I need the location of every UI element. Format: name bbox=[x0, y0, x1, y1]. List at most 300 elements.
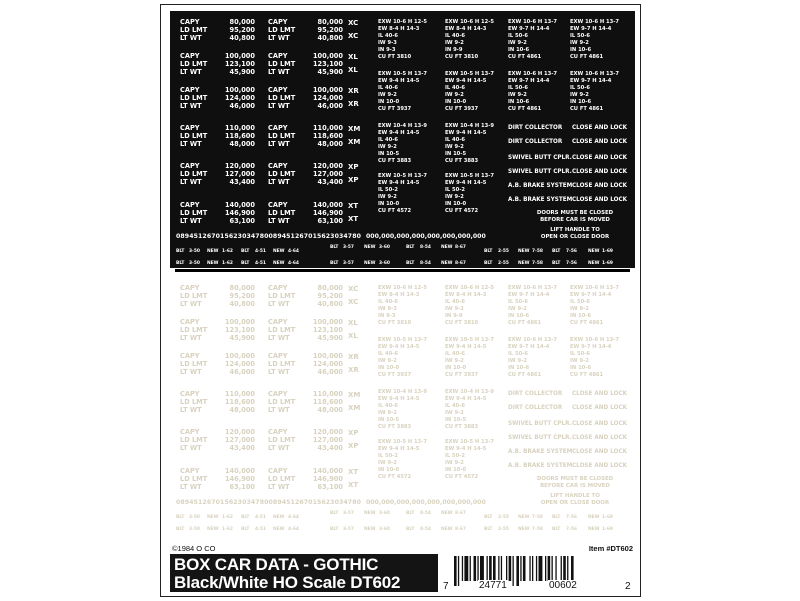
white-capacity-label: LT WT bbox=[268, 34, 290, 43]
black-capacity-row bbox=[180, 326, 255, 334]
white-build-date-item: 3-50 bbox=[189, 249, 200, 254]
black-class-code: XC bbox=[348, 298, 359, 306]
black-stencil-label: SWIVEL BUTT CPLR. bbox=[508, 421, 572, 427]
white-dimension-line: IL 40-6 bbox=[445, 33, 466, 40]
black-capacity-label: LD LMT bbox=[180, 360, 208, 369]
black-capacity-row bbox=[180, 390, 255, 398]
black-dimension-line: EW 9-4 H 14-5 bbox=[445, 446, 487, 453]
white-dimension-line: IW 9-2 bbox=[445, 144, 464, 151]
white-stencil-label: CLOSE AND LOCK bbox=[572, 125, 628, 131]
white-capacity-value: 124,000 bbox=[224, 94, 255, 103]
black-dimension-line: IL 50-2 bbox=[445, 453, 466, 460]
white-capacity-label: LD LMT bbox=[180, 132, 208, 141]
barcode-digit-group-1: 24771 bbox=[479, 580, 507, 591]
white-class-code: XC bbox=[348, 19, 359, 27]
black-dimension-line: IW 9-2 bbox=[508, 358, 527, 365]
white-stencil-label: DIRT COLLECTOR bbox=[508, 139, 563, 145]
white-dimension-line: EXW 10-6 H 12-5 bbox=[445, 19, 494, 25]
white-capacity-row bbox=[180, 140, 255, 148]
black-capacity-row bbox=[268, 334, 343, 342]
black-dimension-line: EW 9-4 H 14-5 bbox=[378, 396, 420, 403]
black-build-date-item: BLT bbox=[552, 527, 561, 532]
black-build-date-item: NEW bbox=[207, 515, 219, 520]
black-capacity-value: 63,100 bbox=[229, 483, 255, 492]
white-capacity-value: 40,800 bbox=[317, 34, 343, 43]
white-number-strip: 089451267015623034780089451267015623034780 bbox=[176, 233, 362, 240]
package-footer bbox=[170, 544, 635, 594]
black-build-date-item: 2-55 bbox=[498, 515, 509, 520]
white-build-date-item: NEW bbox=[364, 261, 376, 266]
white-dimension-block bbox=[378, 71, 427, 114]
white-dimension-block bbox=[445, 123, 494, 166]
black-capacity-label: LD LMT bbox=[180, 436, 208, 445]
white-capacity-row bbox=[268, 162, 343, 170]
white-build-date-item: BLT bbox=[484, 261, 493, 266]
white-dimension-line: EW 9-4 H 14-5 bbox=[378, 180, 420, 187]
white-dimension-line: CU FT 4572 bbox=[378, 208, 412, 215]
white-capacity-value: 48,000 bbox=[317, 140, 343, 149]
black-capacity-value: 123,100 bbox=[312, 326, 343, 335]
black-stencil-label: CLOSE AND LOCK bbox=[572, 449, 628, 455]
white-build-date-item: NEW bbox=[364, 245, 376, 250]
black-dimension-line: IL 40-6 bbox=[445, 299, 466, 306]
item-number: Item #DT602 bbox=[588, 544, 633, 553]
black-capacity-value: 43,400 bbox=[229, 444, 255, 453]
white-build-date-item: NEW bbox=[441, 245, 453, 250]
black-capacity-row bbox=[180, 352, 255, 360]
white-dimension-line: IN 10-5 bbox=[445, 151, 467, 158]
black-stencil-label: CLOSE AND LOCK bbox=[572, 421, 628, 427]
white-capacity-label: CAPY bbox=[268, 52, 288, 60]
black-dimension-line: EW 9-4 H 14-5 bbox=[378, 446, 420, 453]
black-capacity-value: 40,800 bbox=[317, 300, 343, 309]
black-capacity-row bbox=[268, 318, 343, 326]
white-dimension-line: IW 9-2 bbox=[508, 40, 527, 47]
black-capacity-label: CAPY bbox=[180, 318, 200, 326]
black-capacity-value: 40,800 bbox=[229, 300, 255, 309]
black-class-code: XM bbox=[348, 404, 361, 412]
white-capacity-value: 118,600 bbox=[312, 132, 343, 141]
black-capacity-row bbox=[268, 352, 343, 360]
white-build-date-item: 1-62 bbox=[222, 249, 233, 254]
white-stencil-label: A.B. BRAKE SYSTEM bbox=[508, 183, 573, 189]
black-capacity-value: 48,000 bbox=[229, 406, 255, 415]
black-capacity-label: CAPY bbox=[180, 428, 200, 436]
white-capacity-row bbox=[180, 102, 255, 110]
white-capacity-label: CAPY bbox=[180, 86, 200, 94]
black-dimension-line: EXW 10-4 H 13-9 bbox=[378, 389, 427, 395]
white-capacity-value: 140,000 bbox=[312, 201, 343, 209]
barcode-bar bbox=[561, 556, 562, 581]
black-capacity-value: 123,100 bbox=[224, 326, 255, 335]
white-build-date-item: 3-60 bbox=[379, 261, 390, 266]
white-dimension-line: EW 9-4 H 14-5 bbox=[445, 78, 487, 85]
black-door-warning bbox=[515, 476, 635, 490]
white-door-warning bbox=[515, 210, 635, 224]
white-capacity-label: CAPY bbox=[268, 124, 288, 132]
black-dimension-line: IN 10-6 bbox=[570, 365, 592, 372]
black-capacity-label: LT WT bbox=[268, 334, 290, 343]
black-capacity-row bbox=[268, 300, 343, 308]
white-dimension-block bbox=[445, 173, 494, 216]
white-capacity-block bbox=[180, 52, 255, 77]
white-class-code: XL bbox=[348, 53, 358, 61]
white-dimension-line: IL 50-6 bbox=[508, 33, 529, 40]
white-build-date-item: 2-55 bbox=[498, 249, 509, 254]
white-capacity-block bbox=[268, 18, 343, 43]
white-dimension-line: CU FT 4861 bbox=[570, 54, 604, 61]
white-build-date-item: 3-60 bbox=[379, 245, 390, 250]
black-capacity-label: CAPY bbox=[180, 352, 200, 360]
black-capacity-row bbox=[268, 483, 343, 491]
barcode-bar bbox=[489, 556, 492, 581]
white-capacity-row bbox=[180, 209, 255, 217]
black-build-date-item: 3-57 bbox=[343, 511, 354, 516]
black-class-code: XL bbox=[348, 319, 358, 327]
barcode-bar bbox=[529, 556, 530, 581]
black-build-date-item: 7-58 bbox=[532, 527, 543, 532]
black-dimension-line: IL 40-6 bbox=[445, 403, 466, 410]
black-dimension-block bbox=[570, 337, 619, 380]
black-capacity-row bbox=[180, 360, 255, 368]
white-capacity-value: 46,000 bbox=[317, 102, 343, 111]
white-build-date-item: BLT bbox=[552, 249, 561, 254]
black-build-date-item: 1-62 bbox=[222, 515, 233, 520]
white-build-date-item: BLT bbox=[176, 261, 185, 266]
white-dimension-block bbox=[445, 71, 494, 114]
white-capacity-row bbox=[268, 209, 343, 217]
black-dimension-line: IW 9-3 bbox=[378, 306, 397, 313]
white-capacity-row bbox=[180, 34, 255, 42]
black-capacity-value: 124,000 bbox=[312, 360, 343, 369]
black-dimension-line: IL 40-6 bbox=[378, 299, 399, 306]
black-dimension-line: IN 10-0 bbox=[378, 467, 400, 474]
barcode-digit-group-2: 00602 bbox=[549, 580, 577, 591]
black-capacity-row bbox=[180, 284, 255, 292]
black-build-date-item: 4-51 bbox=[255, 515, 266, 520]
black-capacity-label: LD LMT bbox=[180, 292, 208, 301]
black-dimension-line: IN 10-0 bbox=[378, 365, 400, 372]
white-capacity-row bbox=[268, 34, 343, 42]
white-build-date-item: NEW bbox=[441, 261, 453, 266]
white-build-date-item: NEW bbox=[588, 261, 600, 266]
white-dimension-line: IW 9-2 bbox=[570, 92, 589, 99]
barcode-digits bbox=[438, 580, 635, 592]
white-dimension-line: IW 9-3 bbox=[378, 40, 397, 47]
white-capacity-value: 45,900 bbox=[317, 68, 343, 77]
barcode-bar bbox=[501, 556, 502, 581]
white-dimension-line: IW 9-2 bbox=[570, 40, 589, 47]
white-dimension-line: EW 9-7 H 14-4 bbox=[508, 26, 550, 33]
black-lettering-panel bbox=[170, 277, 635, 534]
white-build-date-item: 3-57 bbox=[343, 245, 354, 250]
black-class-code: XL bbox=[348, 332, 358, 340]
black-capacity-value: 48,000 bbox=[317, 406, 343, 415]
black-build-date-item: BLT bbox=[484, 527, 493, 532]
white-dimension-line: IN 10-6 bbox=[570, 47, 592, 54]
black-build-date-item: BLT bbox=[241, 527, 250, 532]
black-capacity-label: CAPY bbox=[268, 318, 288, 326]
black-build-date-item: NEW bbox=[364, 511, 376, 516]
white-dimension-line: IN 9-9 bbox=[445, 47, 463, 54]
white-capacity-row bbox=[180, 217, 255, 225]
black-build-date-item: BLT bbox=[176, 527, 185, 532]
white-dimension-line: EW 9-7 H 14-4 bbox=[570, 78, 612, 85]
white-capacity-label: CAPY bbox=[180, 201, 200, 209]
black-capacity-label: CAPY bbox=[268, 390, 288, 398]
white-door-warning-line: DOORS MUST BE CLOSED bbox=[536, 210, 614, 216]
black-capacity-row bbox=[268, 360, 343, 368]
black-capacity-label: LD LMT bbox=[180, 326, 208, 335]
white-capacity-row bbox=[180, 26, 255, 34]
white-capacity-label: LT WT bbox=[180, 140, 202, 149]
white-build-date-row bbox=[170, 245, 635, 255]
white-capacity-value: 120,000 bbox=[224, 162, 255, 170]
black-dimension-line: EXW 10-6 H 13-7 bbox=[570, 285, 619, 291]
white-class-code: XL bbox=[348, 66, 358, 74]
black-build-date-item: NEW bbox=[207, 527, 219, 532]
white-capacity-label: LT WT bbox=[180, 34, 202, 43]
white-capacity-row bbox=[180, 132, 255, 140]
white-capacity-label: LD LMT bbox=[180, 60, 208, 69]
black-capacity-block bbox=[180, 318, 255, 343]
barcode-bar bbox=[555, 556, 556, 581]
black-build-date-item: 4-64 bbox=[288, 527, 299, 532]
black-stencil-label: A.B. BRAKE SYSTEM bbox=[508, 449, 573, 455]
black-capacity-label: LD LMT bbox=[268, 398, 296, 407]
white-capacity-row bbox=[180, 52, 255, 60]
black-dimension-line: CU FT 3810 bbox=[378, 320, 412, 327]
white-capacity-value: 100,000 bbox=[312, 52, 343, 60]
white-class-code: XT bbox=[348, 202, 359, 210]
barcode-bar bbox=[567, 556, 568, 581]
black-dimension-line: IN 10-5 bbox=[445, 417, 467, 424]
black-build-date-item: BLT bbox=[330, 527, 339, 532]
white-dimension-line: IW 9-2 bbox=[378, 194, 397, 201]
white-dimension-line: EXW 10-6 H 12-5 bbox=[378, 19, 427, 25]
black-build-date-item: 3-57 bbox=[343, 527, 354, 532]
black-dimension-line: EXW 10-5 H 13-7 bbox=[445, 439, 494, 445]
black-dimension-block bbox=[378, 337, 427, 380]
white-dimension-line: CU FT 3810 bbox=[378, 54, 412, 61]
black-build-date-item: 8-67 bbox=[455, 511, 466, 516]
white-capacity-value: 127,000 bbox=[312, 170, 343, 179]
black-capacity-row bbox=[180, 475, 255, 483]
white-build-date-item: 4-64 bbox=[288, 261, 299, 266]
black-dimension-line: EW 9-7 H 14-4 bbox=[570, 292, 612, 299]
barcode-bar bbox=[506, 556, 507, 581]
black-dimension-line: EW 8-4 H 14-3 bbox=[378, 292, 420, 299]
black-capacity-row bbox=[180, 444, 255, 452]
white-capacity-value: 48,000 bbox=[229, 140, 255, 149]
black-dimension-line: EXW 10-5 H 13-7 bbox=[445, 337, 494, 343]
barcode-digit-check: 2 bbox=[625, 581, 631, 592]
black-capacity-block bbox=[268, 467, 343, 492]
white-build-date-item: NEW bbox=[273, 249, 285, 254]
black-capacity-row bbox=[268, 406, 343, 414]
black-stencil-label: CLOSE AND LOCK bbox=[572, 391, 628, 397]
white-dimension-line: IW 9-2 bbox=[445, 92, 464, 99]
white-capacity-row bbox=[268, 124, 343, 132]
white-class-code: XM bbox=[348, 125, 361, 133]
black-capacity-value: 120,000 bbox=[312, 428, 343, 436]
white-capacity-label: LD LMT bbox=[268, 170, 296, 179]
black-dimension-line: EXW 10-6 H 12-5 bbox=[445, 285, 494, 291]
white-dimension-line: CU FT 4861 bbox=[508, 54, 542, 61]
black-capacity-value: 120,000 bbox=[224, 428, 255, 436]
black-stencil-label: CLOSE AND LOCK bbox=[572, 405, 628, 411]
black-build-date-item: 4-51 bbox=[255, 527, 266, 532]
white-dimension-line: EXW 10-4 H 13-9 bbox=[445, 123, 494, 129]
black-capacity-block bbox=[268, 352, 343, 377]
barcode-bar bbox=[487, 556, 488, 581]
black-capacity-row bbox=[268, 390, 343, 398]
black-dimension-line: IN 9-3 bbox=[378, 313, 396, 320]
black-capacity-label: CAPY bbox=[180, 390, 200, 398]
black-build-date-item: 3-60 bbox=[379, 511, 390, 516]
white-build-date-item: 1-62 bbox=[222, 261, 233, 266]
white-class-code: XR bbox=[348, 100, 359, 108]
black-dimension-line: EW 9-4 H 14-5 bbox=[378, 344, 420, 351]
white-build-date-item: 3-57 bbox=[343, 261, 354, 266]
black-dimension-line: EXW 10-4 H 13-9 bbox=[445, 389, 494, 395]
white-build-date-item: 7-56 bbox=[566, 261, 577, 266]
black-dimension-line: IW 9-2 bbox=[508, 306, 527, 313]
white-class-code: XP bbox=[348, 176, 359, 184]
white-build-date-item: BLT bbox=[484, 249, 493, 254]
barcode-bar bbox=[563, 556, 566, 581]
white-capacity-row bbox=[180, 162, 255, 170]
product-title: BOX CAR DATA - GOTHIC bbox=[174, 555, 379, 574]
black-dimension-line: IW 9-2 bbox=[570, 358, 589, 365]
white-build-date-item: NEW bbox=[518, 261, 530, 266]
white-capacity-block bbox=[268, 52, 343, 77]
black-dimension-line: EXW 10-6 H 12-5 bbox=[378, 285, 427, 291]
black-dimension-line: EW 9-7 H 14-4 bbox=[570, 344, 612, 351]
black-capacity-row bbox=[180, 483, 255, 491]
black-dimension-line: IN 10-6 bbox=[508, 365, 530, 372]
white-build-date-item: BLT bbox=[241, 249, 250, 254]
white-capacity-label: LT WT bbox=[268, 178, 290, 187]
white-capacity-row bbox=[268, 102, 343, 110]
white-capacity-block bbox=[180, 162, 255, 187]
black-capacity-value: 127,000 bbox=[312, 436, 343, 445]
white-stencil-label: CLOSE AND LOCK bbox=[572, 169, 628, 175]
black-dimension-block bbox=[378, 285, 427, 328]
black-capacity-label: LT WT bbox=[268, 300, 290, 309]
black-class-code: XP bbox=[348, 442, 359, 450]
white-capacity-row bbox=[268, 178, 343, 186]
white-dimension-line: CU FT 3883 bbox=[445, 158, 479, 165]
black-capacity-label: LT WT bbox=[268, 483, 290, 492]
black-number-strip: 089451267015623034780089451267015623034780 bbox=[176, 499, 362, 506]
white-dimension-line: IW 9-2 bbox=[378, 92, 397, 99]
white-dimension-line: IL 50-6 bbox=[508, 85, 529, 92]
black-dimension-line: CU FT 4861 bbox=[570, 372, 604, 379]
black-capacity-label: LD LMT bbox=[268, 326, 296, 335]
white-capacity-label: LT WT bbox=[268, 140, 290, 149]
black-dimension-line: IW 9-2 bbox=[378, 460, 397, 467]
white-lift-instruction-line: LIFT HANDLE TO bbox=[550, 227, 600, 233]
white-dimension-line: EW 9-7 H 14-4 bbox=[508, 78, 550, 85]
white-capacity-row bbox=[268, 60, 343, 68]
black-capacity-row bbox=[180, 368, 255, 376]
white-capacity-label: CAPY bbox=[268, 18, 288, 26]
black-class-code: XT bbox=[348, 468, 359, 476]
black-capacity-block bbox=[180, 428, 255, 453]
black-dimension-line: IL 50-6 bbox=[508, 299, 529, 306]
white-build-date-item: BLT bbox=[330, 245, 339, 250]
black-capacity-row bbox=[180, 428, 255, 436]
white-capacity-row bbox=[180, 18, 255, 26]
barcode-bar bbox=[532, 556, 533, 581]
white-build-date-item: BLT bbox=[330, 261, 339, 266]
white-capacity-row bbox=[180, 124, 255, 132]
white-dimension-line: IN 10-0 bbox=[378, 99, 400, 106]
barcode bbox=[438, 554, 635, 592]
black-dimension-line: IW 9-2 bbox=[378, 358, 397, 365]
black-build-date-item: BLT bbox=[176, 515, 185, 520]
white-capacity-value: 123,100 bbox=[224, 60, 255, 69]
black-dimension-line: CU FT 4572 bbox=[378, 474, 412, 481]
white-capacity-value: 46,000 bbox=[229, 102, 255, 111]
white-capacity-value: 118,600 bbox=[224, 132, 255, 141]
white-dimension-line: CU FT 4572 bbox=[445, 208, 479, 215]
white-capacity-label: CAPY bbox=[180, 124, 200, 132]
black-dimension-line: IL 50-6 bbox=[570, 299, 591, 306]
white-capacity-block bbox=[180, 124, 255, 149]
black-capacity-row bbox=[180, 292, 255, 300]
copyright-text: ©1984 O CO bbox=[172, 544, 216, 553]
black-capacity-value: 80,000 bbox=[229, 284, 255, 292]
white-capacity-value: 80,000 bbox=[229, 18, 255, 26]
white-build-date-item: NEW bbox=[518, 249, 530, 254]
black-dimension-line: CU FT 3883 bbox=[378, 424, 412, 431]
black-dimension-line: IL 40-6 bbox=[445, 351, 466, 358]
white-dimension-block bbox=[378, 173, 427, 216]
black-capacity-value: 100,000 bbox=[224, 318, 255, 326]
barcode-bar bbox=[539, 556, 543, 581]
white-dimension-line: IW 9-2 bbox=[508, 92, 527, 99]
white-build-date-item: 8-67 bbox=[455, 245, 466, 250]
black-capacity-block bbox=[180, 284, 255, 309]
white-dimension-line: EW 9-7 H 14-4 bbox=[570, 26, 612, 33]
black-stencil-label: CLOSE AND LOCK bbox=[572, 463, 628, 469]
black-capacity-value: 80,000 bbox=[317, 284, 343, 292]
white-capacity-label: LD LMT bbox=[268, 94, 296, 103]
white-stencil-label: CLOSE AND LOCK bbox=[572, 139, 628, 145]
black-capacity-label: LD LMT bbox=[268, 360, 296, 369]
white-build-date-row bbox=[170, 261, 635, 267]
black-capacity-row bbox=[180, 467, 255, 475]
white-dimension-line: IW 9-2 bbox=[445, 40, 464, 47]
black-dimension-line: IL 50-6 bbox=[570, 351, 591, 358]
white-build-date-item: 7-56 bbox=[566, 249, 577, 254]
white-build-date-item: BLT bbox=[241, 261, 250, 266]
white-capacity-row bbox=[268, 201, 343, 209]
black-dimension-line: CU FT 4861 bbox=[508, 320, 542, 327]
black-dimension-line: CU FT 4572 bbox=[445, 474, 479, 481]
black-dimension-line: IN 10-0 bbox=[445, 365, 467, 372]
black-dimension-line: EXW 10-6 H 13-7 bbox=[508, 337, 557, 343]
white-capacity-row bbox=[180, 60, 255, 68]
black-capacity-label: LT WT bbox=[180, 483, 202, 492]
white-capacity-label: CAPY bbox=[268, 162, 288, 170]
black-capacity-value: 43,400 bbox=[317, 444, 343, 453]
black-capacity-label: CAPY bbox=[180, 284, 200, 292]
black-build-date-item: NEW bbox=[518, 515, 530, 520]
white-dimension-block bbox=[508, 71, 557, 114]
